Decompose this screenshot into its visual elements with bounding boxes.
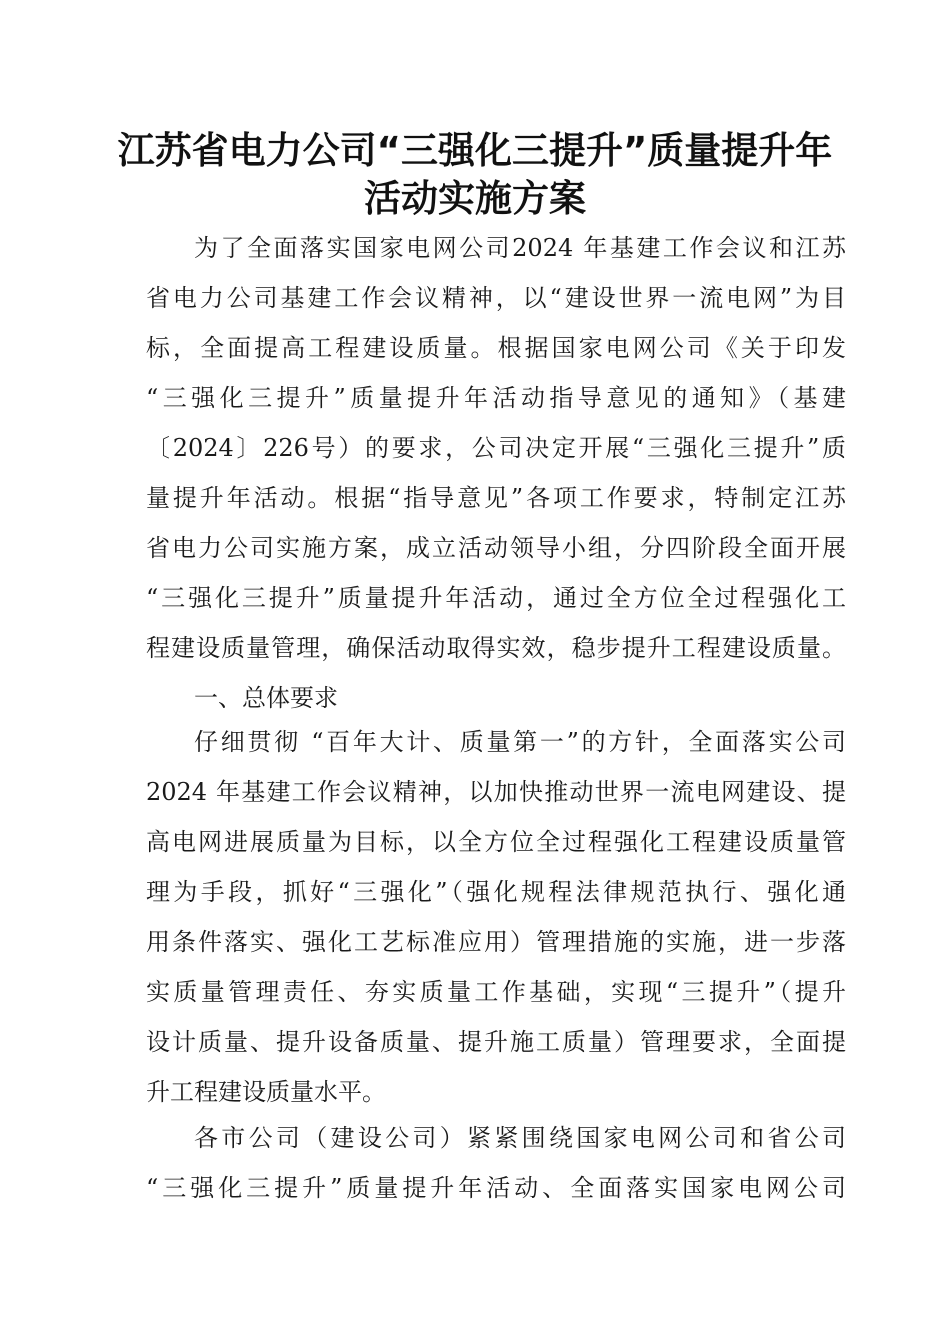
paragraph-line: 量提升年活动。根据“指导意见”各项工作要求，特制定江苏 <box>146 484 846 512</box>
paragraph-line: 2024 年基建工作会议精神，以加快推动世界一流电网建设、提 <box>146 778 846 806</box>
paragraph-line: 标，全面提高工程建设质量。根据国家电网公司《关于印发 <box>146 334 846 362</box>
paragraph-line: 程建设质量管理，确保活动取得实效，稳步提升工程建设质量。 <box>146 634 846 662</box>
paragraph-line: 省电力公司基建工作会议精神，以“建设世界一流电网”为目 <box>146 284 846 312</box>
paragraph-line: 升工程建设质量水平。 <box>146 1078 386 1106</box>
paragraph-line: 仔细贯彻 “百年大计、质量第一”的方针，全面落实公司 <box>194 728 846 756</box>
paragraph-line: “三强化三提升”质量提升年活动指导意见的通知》（基建 <box>146 384 846 412</box>
paragraph-line: 设计质量、提升设备质量、提升施工质量）管理要求，全面提 <box>146 1028 846 1056</box>
paragraph-line: 省电力公司实施方案，成立活动领导小组，分四阶段全面开展 <box>146 534 846 562</box>
paragraph-line: 理为手段，抓好“三强化”（强化规程法律规范执行、强化通 <box>146 878 846 906</box>
document-title-line-1: 江苏省电力公司“三强化三提升”质量提升年 <box>117 129 833 172</box>
paragraph-line: 用条件落实、强化工艺标准应用）管理措施的实施，进一步落 <box>146 928 846 956</box>
paragraph-line: 各市公司（建设公司）紧紧围绕国家电网公司和省公司 <box>194 1124 846 1152</box>
paragraph-line: “三强化三提升”质量提升年活动、全面落实国家电网公司 <box>146 1174 846 1202</box>
paragraph-line: 〔2024〕226号）的要求，公司决定开展“三强化三提升”质 <box>146 434 846 462</box>
paragraph-line: “三强化三提升”质量提升年活动，通过全方位全过程强化工 <box>146 584 846 612</box>
document-title-line-2: 活动实施方案 <box>364 177 586 220</box>
paragraph-line: 为了全面落实国家电网公司2024 年基建工作会议和江苏 <box>194 234 846 262</box>
section-heading: 一、总体要求 <box>194 684 338 712</box>
paragraph-line: 高电网进展质量为目标，以全方位全过程强化工程建设质量管 <box>146 828 846 856</box>
paragraph-line: 实质量管理责任、夯实质量工作基础，实现“三提升”（提升 <box>146 978 846 1006</box>
